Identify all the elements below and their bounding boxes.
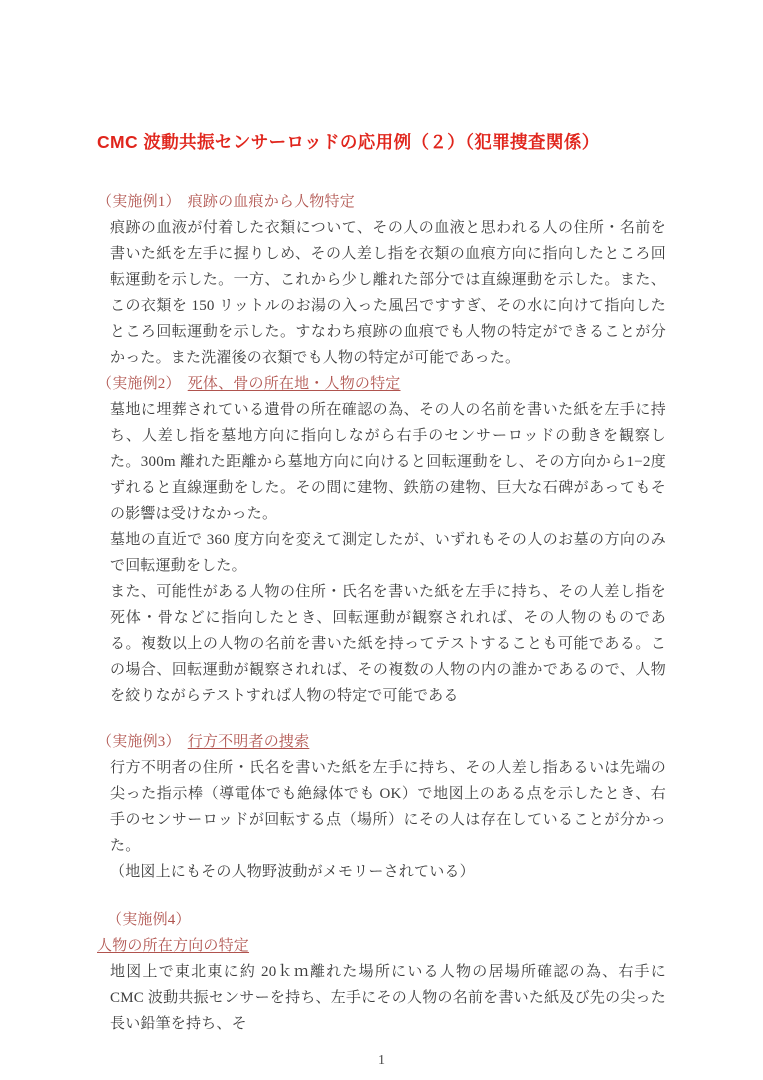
section-example-4 bbox=[97, 907, 666, 1037]
section-example-1 bbox=[97, 189, 666, 371]
page-number: 1 bbox=[378, 1053, 385, 1068]
section-label: （実施例2） bbox=[97, 376, 181, 392]
paragraph: 墓地の直近で 360 度方向を変えて測定したが、いずれもその人のお墓の方向のみで回転運動をした。 bbox=[110, 532, 666, 574]
section-subtitle: 死体、骨の所在地・人物の特定 bbox=[187, 376, 401, 392]
paragraph: また、可能性がある人物の住所・氏名を書いた紙を左手に持ち、その人差し指を死体・骨などに指向したとき、回転運動が観察されれば、その人物のものである。複数以上の人物の名前を書いた紙を持ってテストすることも可能である。この場合、回転運動が観察されれば、その複数の人物の内の誰かであるので、人物を絞りながらテストすれば人物の特定で可能である bbox=[110, 584, 666, 704]
section-label: （実施例4） bbox=[107, 912, 191, 928]
section-heading bbox=[97, 907, 666, 959]
section-subtitle: 人物の所在方向の特定 bbox=[97, 938, 250, 954]
section-heading bbox=[97, 371, 666, 397]
section-example-3 bbox=[97, 729, 666, 885]
document-title: CMC 波動共振センサーロッドの応用例（２）（犯罪捜査関係） bbox=[97, 132, 600, 152]
paragraph: 地図上で東北東に約 20ｋｍ離れた場所にいる人物の居場所確認の為、右手に CMC 波動共振センサーを持ち、左手にその人物の名前を書いた紙及び先の尖った長い鉛筆を持ち、そ bbox=[110, 964, 666, 1032]
section-label: （実施例1） bbox=[97, 194, 181, 210]
paragraph: 行方不明者の住所・氏名を書いた紙を左手に持ち、その人差し指あるいは先端の尖った指示棒（導電体でも絶縁体でも OK）で地図上のある点を示したとき、右手のセンサーロッドが回転する点（場所）にその人は存在していることが分かった。 bbox=[110, 760, 666, 854]
section-heading bbox=[97, 729, 666, 755]
section-example-2 bbox=[97, 371, 666, 709]
section-label: （実施例3） bbox=[97, 734, 181, 750]
paragraph: 痕跡の血液が付着した衣類について、その人の血液と思われる人の住所・名前を書いた紙を左手に握りしめ、その人差し指を衣類の血痕方向に指向したところ回転運動を示した。一方、これから少し離れた部分では直線運動を示した。また、この衣類を 150 リットルのお湯の入った風呂ですすぎ、その水に向けて指向したところ回転運動を示した。すなわち痕跡の血痕でも人物の特定ができることが分かった。また洗濯後の衣類でも人物の特定が可能であった。 bbox=[110, 220, 666, 366]
section-subtitle: 痕跡の血痕から人物特定 bbox=[187, 194, 355, 210]
paragraph: （地図上にもその人物野波動がメモリーされている） bbox=[110, 864, 475, 880]
section-heading bbox=[97, 189, 666, 215]
paragraph: 墓地に埋葬されている遺骨の所在確認の為、その人の名前を書いた紙を左手に持ち、人差し指を墓地方向に指向しながら右手のセンサーロッドの動きを観察した。300m 離れた距離から墓地方向に向けると回転運動をし、その方向から1−2度ずれると直線運動をした。その間に建物、鉄筋の建物、巨大な石碑があってもその影響は受けなかった。 bbox=[110, 402, 666, 522]
section-subtitle: 行方不明者の捜索 bbox=[187, 734, 310, 750]
